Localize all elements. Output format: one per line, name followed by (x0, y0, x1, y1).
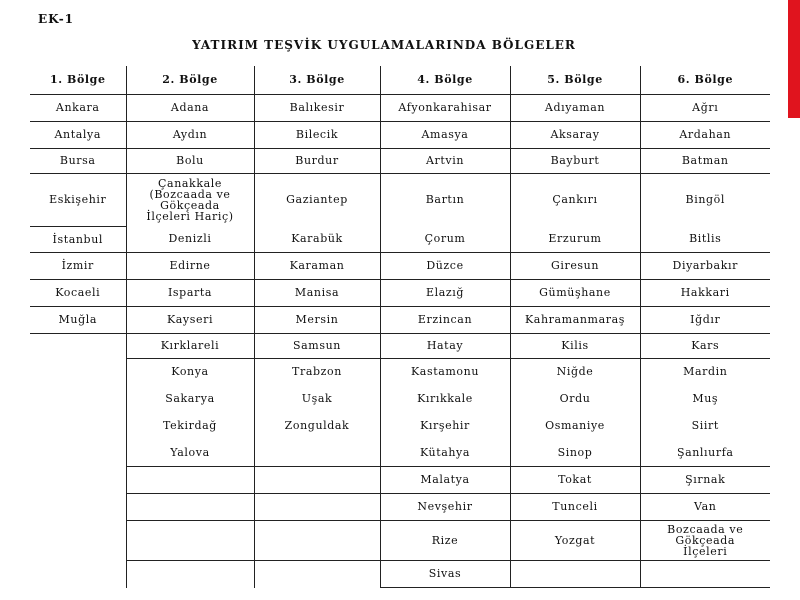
empty-cell (30, 358, 126, 385)
province-isparta: Isparta (126, 279, 254, 306)
empty-cell (30, 520, 126, 560)
empty-cell (254, 493, 380, 520)
province-sinop: Sinop (510, 439, 640, 466)
province-agri: Ağrı (640, 94, 770, 121)
table-body (30, 94, 770, 588)
column-header-region-5: 5. Bölge (510, 66, 640, 94)
province-tokat: Tokat (510, 466, 640, 493)
empty-cell (30, 412, 126, 439)
province-mugla: Muğla (30, 306, 126, 333)
province-aydin: Aydın (126, 121, 254, 148)
empty-cell (126, 466, 254, 493)
table-row (30, 560, 770, 587)
province-canakkale: Çanakkale (Bozcaada ve Gökçeada İlçeleri Hariç) (126, 173, 254, 226)
province-ankara: Ankara (30, 94, 126, 121)
table-row (30, 493, 770, 520)
province-bayburt: Bayburt (510, 148, 640, 173)
province-edirne: Edirne (126, 252, 254, 279)
province-gaziantep: Gaziantep (254, 173, 380, 226)
province-istanbul: İstanbul (30, 226, 126, 252)
province-igdir: Iğdır (640, 306, 770, 333)
province-kars: Kars (640, 333, 770, 358)
province-kirklareli: Kırklareli (126, 333, 254, 358)
empty-cell (254, 520, 380, 560)
province-nevsehir: Nevşehir (380, 493, 510, 520)
table-row (30, 94, 770, 121)
province-ordu: Ordu (510, 385, 640, 412)
empty-cell (30, 493, 126, 520)
header-row (30, 66, 770, 94)
province-mersin: Mersin (254, 306, 380, 333)
table-row (30, 466, 770, 493)
empty-cell (510, 560, 640, 587)
regions-table (30, 66, 770, 588)
province-erzincan: Erzincan (380, 306, 510, 333)
province-izmir: İzmir (30, 252, 126, 279)
empty-cell (126, 493, 254, 520)
province-nigde: Niğde (510, 358, 640, 385)
province-aksaray: Aksaray (510, 121, 640, 148)
province-erzurum: Erzurum (510, 226, 640, 252)
empty-cell (126, 560, 254, 587)
province-afyonkarahisar: Afyonkarahisar (380, 94, 510, 121)
province-giresun: Giresun (510, 252, 640, 279)
province-manisa: Manisa (254, 279, 380, 306)
empty-cell (254, 466, 380, 493)
province-mus: Muş (640, 385, 770, 412)
province-rize: Rize (380, 520, 510, 560)
province-antalya: Antalya (30, 121, 126, 148)
empty-cell (30, 560, 126, 587)
column-header-region-1: 1. Bölge (30, 66, 126, 94)
province-yalova: Yalova (126, 439, 254, 466)
province-kastamonu: Kastamonu (380, 358, 510, 385)
province-trabzon: Trabzon (254, 358, 380, 385)
province-samsun: Samsun (254, 333, 380, 358)
table-row (30, 333, 770, 358)
province-adana: Adana (126, 94, 254, 121)
empty-cell (254, 560, 380, 587)
province-hatay: Hatay (380, 333, 510, 358)
column-header-region-3: 3. Bölge (254, 66, 380, 94)
province-bursa: Bursa (30, 148, 126, 173)
province-elazig: Elazığ (380, 279, 510, 306)
province-amasya: Amasya (380, 121, 510, 148)
accent-bar (788, 0, 800, 118)
province-diyarbakir: Diyarbakır (640, 252, 770, 279)
table-row (30, 252, 770, 279)
province-konya: Konya (126, 358, 254, 385)
empty-cell (30, 333, 126, 358)
province-tekirdag: Tekirdağ (126, 412, 254, 439)
table-row (30, 358, 770, 385)
province-cankiri: Çankırı (510, 173, 640, 226)
province-sivas: Sivas (380, 560, 510, 587)
province-sirnak: Şırnak (640, 466, 770, 493)
table-row (30, 520, 770, 560)
province-kirikkale: Kırıkkale (380, 385, 510, 412)
table-row (30, 412, 770, 439)
province-zonguldak: Zonguldak (254, 412, 380, 439)
empty-cell (126, 520, 254, 560)
province-gumushane: Gümüşhane (510, 279, 640, 306)
empty-cell (30, 385, 126, 412)
province-sakarya: Sakarya (126, 385, 254, 412)
province-duzce: Düzce (380, 252, 510, 279)
province-burdur: Burdur (254, 148, 380, 173)
province-bingol: Bingöl (640, 173, 770, 226)
province-eskisehir: Eskişehir (30, 173, 126, 226)
province-malatya: Malatya (380, 466, 510, 493)
province-van: Van (640, 493, 770, 520)
province-karaman: Karaman (254, 252, 380, 279)
province-bartin: Bartın (380, 173, 510, 226)
table-row (30, 279, 770, 306)
province-siirt: Siirt (640, 412, 770, 439)
province-kocaeli: Kocaeli (30, 279, 126, 306)
document-title: YATIRIM TEŞVİK UYGULAMALARINDA BÖLGELER (192, 38, 576, 52)
province-bilecik: Bilecik (254, 121, 380, 148)
province-bitlis: Bitlis (640, 226, 770, 252)
province-tunceli: Tunceli (510, 493, 640, 520)
table-row (30, 439, 770, 466)
province-ardahan: Ardahan (640, 121, 770, 148)
empty-cell (30, 466, 126, 493)
empty-cell (640, 560, 770, 587)
province-denizli: Denizli (126, 226, 254, 252)
table-row (30, 173, 770, 226)
province-usak: Uşak (254, 385, 380, 412)
province-balikesir: Balıkesir (254, 94, 380, 121)
province-bozcaada-ve: Bozcaada ve Gökçeada İlçeleri (640, 520, 770, 560)
table-row (30, 385, 770, 412)
province-karabuk: Karabük (254, 226, 380, 252)
column-header-region-6: 6. Bölge (640, 66, 770, 94)
province-kutahya: Kütahya (380, 439, 510, 466)
document-label: EK-1 (38, 12, 75, 26)
empty-cell (30, 439, 126, 466)
province-yozgat: Yozgat (510, 520, 640, 560)
province-osmaniye: Osmaniye (510, 412, 640, 439)
column-header-region-2: 2. Bölge (126, 66, 254, 94)
province-kilis: Kilis (510, 333, 640, 358)
province-kayseri: Kayseri (126, 306, 254, 333)
empty-cell (254, 439, 380, 466)
column-header-region-4: 4. Bölge (380, 66, 510, 94)
province-bolu: Bolu (126, 148, 254, 173)
table-row (30, 226, 770, 252)
table-row (30, 121, 770, 148)
province-artvin: Artvin (380, 148, 510, 173)
table-row (30, 148, 770, 173)
table-row (30, 306, 770, 333)
province-hakkari: Hakkari (640, 279, 770, 306)
province-adiyaman: Adıyaman (510, 94, 640, 121)
province-kirsehir: Kırşehir (380, 412, 510, 439)
province-corum: Çorum (380, 226, 510, 252)
province-kahramanmaras: Kahramanmaraş (510, 306, 640, 333)
province-mardin: Mardin (640, 358, 770, 385)
province-batman: Batman (640, 148, 770, 173)
province-sanliurfa: Şanlıurfa (640, 439, 770, 466)
